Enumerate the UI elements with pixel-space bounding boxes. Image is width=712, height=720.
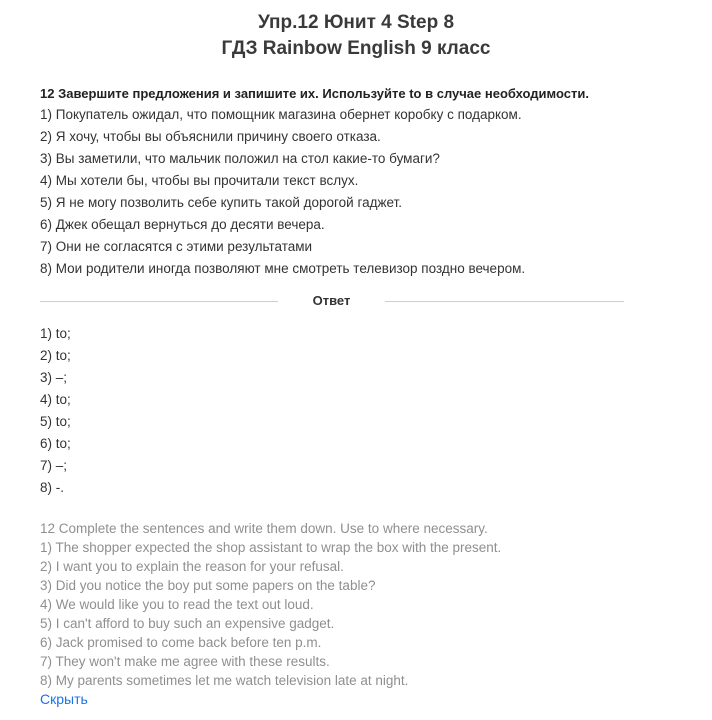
task-sentence-3: 3) Вы заметили, что мальчик положил на стол какие-то бумаги? (40, 151, 440, 166)
answer-item-4: 4) to; (40, 392, 71, 407)
task-sentence-2: 2) Я хочу, чтобы вы объяснили причину своего отказа. (40, 129, 381, 144)
answer-item-2: 2) to; (40, 348, 71, 363)
task-sentence-4: 4) Мы хотели бы, чтобы вы прочитали текст вслух. (40, 173, 359, 188)
english-sentence-5: 5) I can't afford to buy such an expensive gadget. (40, 616, 335, 631)
english-sentence-3: 3) Did you notice the boy put some papers on the table? (40, 578, 376, 593)
answer-item-7: 7) –; (40, 458, 68, 473)
task-sentence-8: 8) Мои родители иногда позволяют мне смотреть телевизор поздно вечером. (40, 261, 526, 276)
answer-item-5: 5) to; (40, 414, 71, 429)
task-sentence-6: 6) Джек обещал вернуться до десяти вечера. (40, 217, 325, 232)
page-title: Упр.12 Юнит 4 Step 8 (257, 12, 455, 33)
english-original-block (40, 519, 680, 690)
english-sentence-4: 4) We would like you to read the text out loud. (40, 597, 314, 612)
task-sentence-5: 5) Я не могу позволить себе купить такой дорогой гаджет. (40, 195, 402, 210)
answer-label: Ответ (312, 293, 351, 308)
hide-link[interactable]: Скрыть (40, 691, 88, 707)
answer-separator (40, 291, 624, 311)
english-heading: 12 Complete the sentences and write them down. Use to where necessary. (40, 521, 488, 536)
separator-line-right (385, 301, 624, 302)
answer-item-3: 3) –; (40, 370, 68, 385)
separator-line-left (40, 301, 278, 302)
task-sentence-1: 1) Покупатель ожидал, что помощник магазина обернет коробку с подарком. (40, 107, 522, 122)
english-sentence-6: 6) Jack promised to come back before ten p.m. (40, 635, 322, 650)
answer-list (40, 323, 71, 499)
answer-item-6: 6) to; (40, 436, 71, 451)
answer-item-1: 1) to; (40, 326, 71, 341)
english-sentence-8: 8) My parents sometimes let me watch television late at night. (40, 673, 409, 688)
task-heading: 12 Завершите предложения и запишите их. Используйте to в случае необходимости. (40, 86, 589, 101)
page-subtitle: ГДЗ Rainbow English 9 класс (221, 38, 491, 59)
task-sentence-7: 7) Они не согласятся с этими результатами (40, 239, 313, 254)
english-sentence-1: 1) The shopper expected the shop assistant to wrap the box with the present. (40, 540, 502, 555)
english-sentence-2: 2) I want you to explain the reason for your refusal. (40, 559, 344, 574)
answer-item-8: 8) -. (40, 480, 65, 495)
english-sentence-7: 7) They won't make me agree with these results. (40, 654, 330, 669)
task-block (40, 84, 680, 280)
